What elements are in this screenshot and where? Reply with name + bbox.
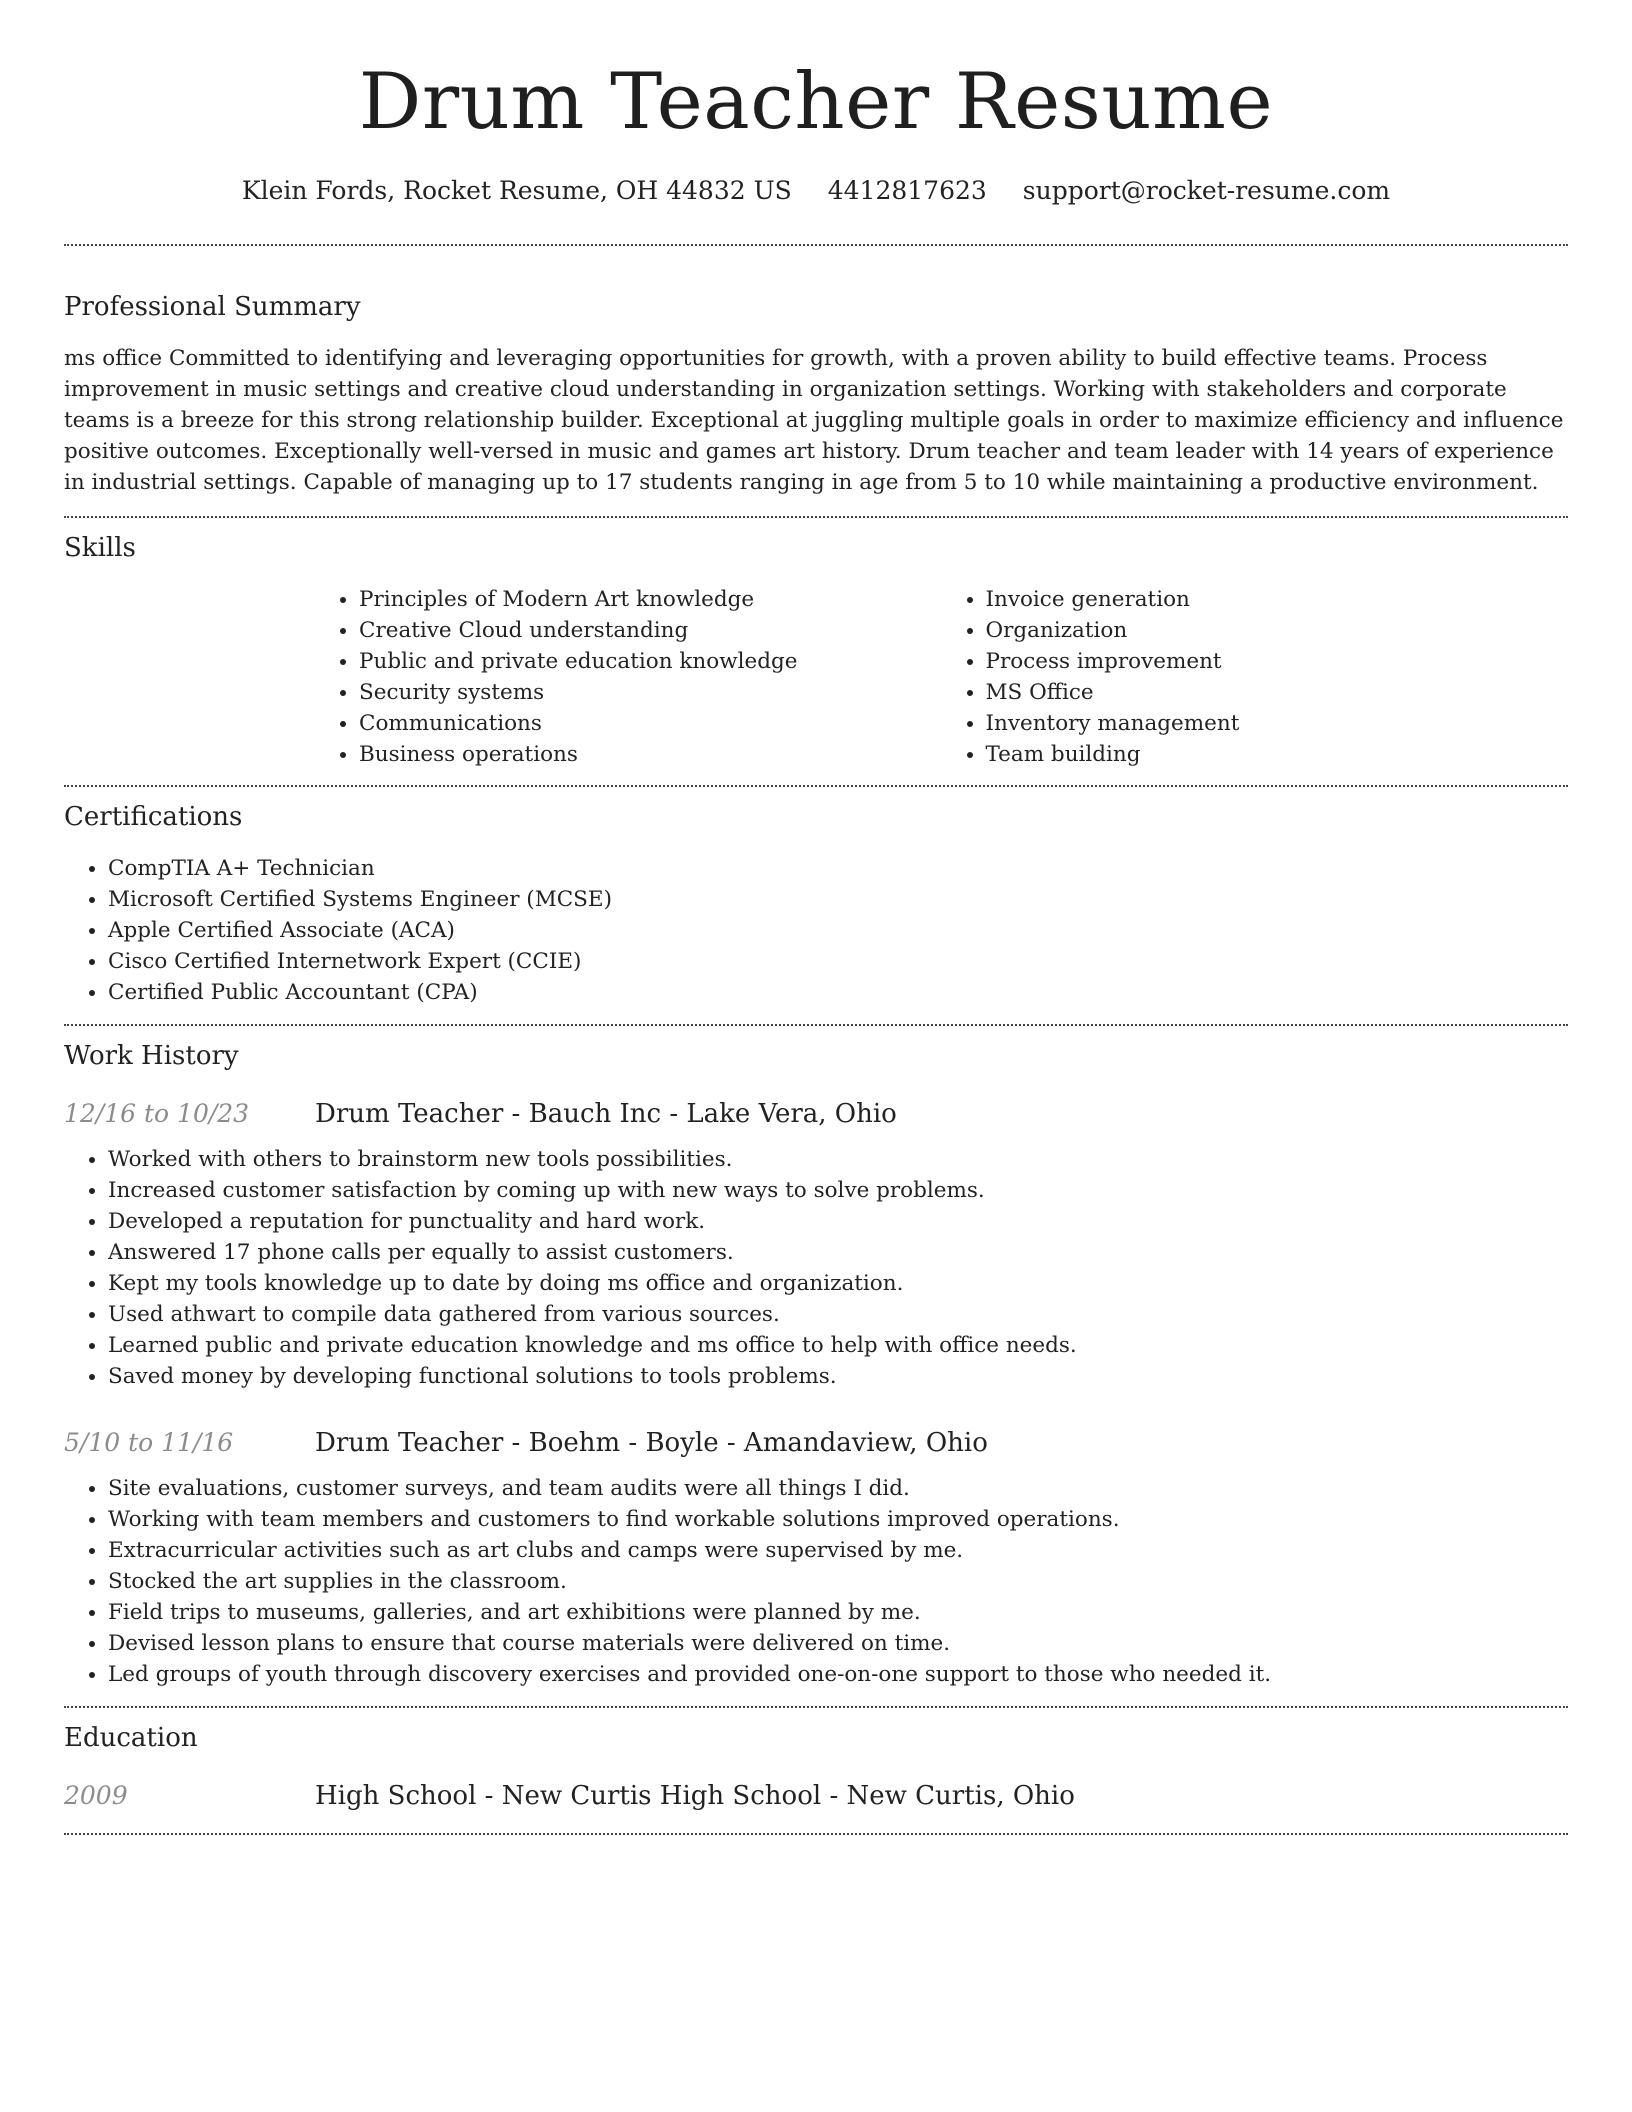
skill-item: • Principles of Modern Art knowledge [359,584,942,615]
job-bullet: • Answered 17 phone calls per equally to assist customers. [108,1237,1568,1268]
skill-item: • Process improvement [986,646,1569,677]
job-bullet: • Site evaluations, customer surveys, and team audits were all things I did. [108,1473,1568,1504]
skill-item: • Invoice generation [986,584,1569,615]
education-title: High School - New Curtis High School - New Curtis, Ohio [315,1781,1075,1811]
section-title-work-history: Work History [64,1041,239,1071]
certifications-section [64,800,1568,1008]
certification-item: • Microsoft Certified Systems Engineer (MCSE) [108,884,1568,915]
job-dates: 5/10 to 11/16 [64,1428,234,1457]
summary-text: ms office Committed to identifying and leveraging opportunities for growth, with a proven ability to build effective teams. Process improvement in music settings and creative cloud understanding in organization settings. Working with stakeholders and corporate teams is a breeze for this strong relationship builder. Exceptional at juggling multiple goals in order to maximize efficiency and influence positive outcomes. Exceptionally well-versed in music and games art history. Drum teacher and team leader with 14 years of experience in industrial settings. Capable of managing up to 17 students ranging in age from 5 to 10 while maintaining a productive environment. [64,346,1564,495]
skills-section [64,531,1568,770]
divider [64,785,1568,787]
job-title: Drum Teacher - Bauch Inc - Lake Vera, Ohio [315,1099,897,1129]
summary-section [64,290,1568,498]
skills-list-right [942,584,1569,770]
page-title: Drum Teacher Resume [358,57,1274,147]
skill-item: • Inventory management [986,708,1569,739]
skill-item: • Organization [986,615,1569,646]
skill-item: • Communications [359,708,942,739]
contact-phone: 4412817623 [827,176,987,205]
skills-columns [315,584,1568,770]
job-bullet: • Worked with others to brainstorm new tools possibilities. [108,1144,1568,1175]
contact-address: Klein Fords, Rocket Resume, OH 44832 US [241,176,792,205]
job-bullet: • Saved money by developing functional solutions to tools problems. [108,1361,1568,1392]
skill-item: • Security systems [359,677,942,708]
contact-email: support@rocket-resume.com [1022,176,1391,205]
certification-item: • Cisco Certified Internetwork Expert (CCIE) [108,946,1568,977]
job-header [64,1097,1568,1131]
work-history-section [64,1039,1568,1690]
job-bullet: • Used athwart to compile data gathered from various sources. [108,1299,1568,1330]
job-bullet: • Extracurricular activities such as art clubs and camps were supervised by me. [108,1535,1568,1566]
skill-item: • Business operations [359,739,942,770]
job-bullet: • Working with team members and customers to find workable solutions improved operations. [108,1504,1568,1535]
skills-list-left [315,584,942,770]
section-title-education: Education [64,1723,198,1753]
certification-item: • CompTIA A+ Technician [108,853,1568,884]
job-header [64,1426,1568,1460]
skill-item: • Creative Cloud understanding [359,615,942,646]
job-bullet: • Field trips to museums, galleries, and art exhibitions were planned by me. [108,1597,1568,1628]
job-bullets [64,1144,1568,1392]
divider [64,244,1568,246]
job-bullet: • Increased customer satisfaction by coming up with new ways to solve problems. [108,1175,1568,1206]
section-title-summary: Professional Summary [64,292,361,322]
education-section [64,1721,1568,1813]
job-bullet: • Stocked the art supplies in the classroom. [108,1566,1568,1597]
divider [64,1024,1568,1026]
skill-item: • Public and private education knowledge [359,646,942,677]
section-title-certifications: Certifications [64,802,243,832]
section-title-skills: Skills [64,533,136,563]
education-entry [64,1779,1568,1813]
job-bullet: • Kept my tools knowledge up to date by doing ms office and organization. [108,1268,1568,1299]
divider [64,1833,1568,1835]
job-dates: 12/16 to 10/23 [64,1099,250,1128]
skill-item: • MS Office [986,677,1569,708]
job-bullet: • Learned public and private education knowledge and ms office to help with office needs. [108,1330,1568,1361]
certification-item: • Apple Certified Associate (ACA) [108,915,1568,946]
job-bullet: • Developed a reputation for punctuality and hard work. [108,1206,1568,1237]
job-entry [64,1097,1568,1392]
job-bullets [64,1473,1568,1690]
job-entry [64,1426,1568,1690]
education-year: 2009 [64,1781,128,1810]
certification-item: • Certified Public Accountant (CPA) [108,977,1568,1008]
job-title: Drum Teacher - Boehm - Boyle - Amandaview, Ohio [315,1428,988,1458]
divider [64,516,1568,518]
divider [64,1706,1568,1708]
skill-item: • Team building [986,739,1569,770]
job-bullet: • Devised lesson plans to ensure that course materials were delivered on time. [108,1628,1568,1659]
contact-line [64,174,1568,208]
certifications-list [64,853,1568,1008]
job-bullet: • Led groups of youth through discovery exercises and provided one-on-one support to those who needed it. [108,1659,1568,1690]
